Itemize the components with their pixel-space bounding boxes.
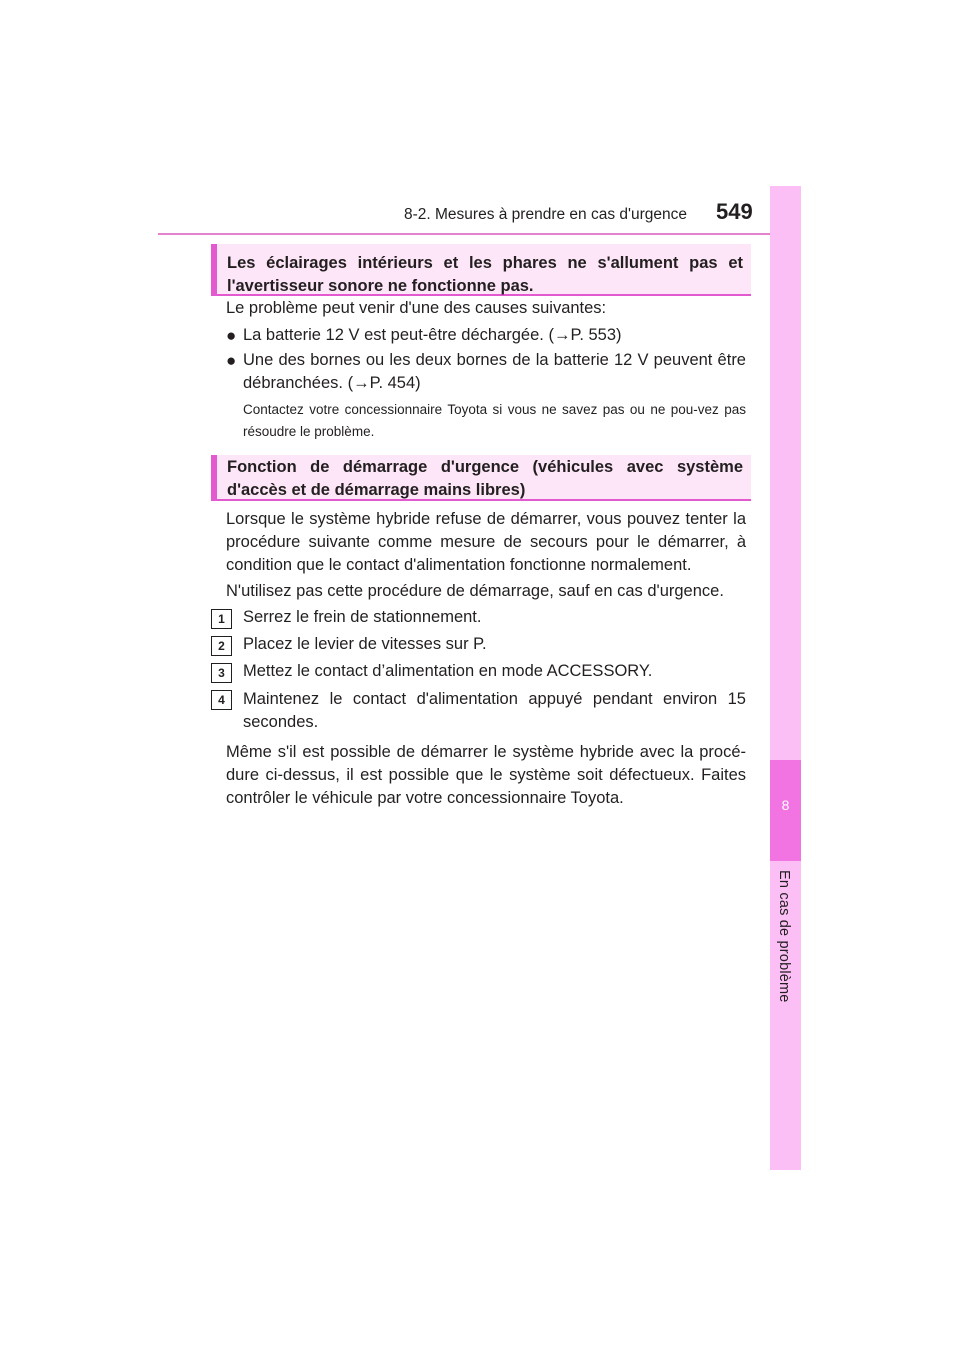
step-text: Placez le levier de vitesses sur P. — [243, 635, 487, 653]
bullet-text: Une des bornes ou les deux bornes de la batterie 12 V peuvent être débranchées. (→P. 454) — [243, 351, 746, 392]
step-number-badge: 2 — [211, 636, 232, 656]
bullet-icon: ● — [226, 351, 237, 370]
header-divider — [158, 233, 800, 235]
step-text: Serrez le frein de stationnement. — [243, 608, 482, 626]
section-heading-emergency-start: Fonction de démarrage d'urgence (véhicules avec système d'accès et de démarrage mains libres) — [211, 455, 751, 501]
step-number-badge: 1 — [211, 609, 232, 629]
section2-paragraph-3: Même s'il est possible de démarrer le système hybride avec la procé-dure ci-dessus, il est possible que le système soit défectueux. Faites contrôler le véhicule par votre concessionnaire Toyota. — [226, 743, 746, 807]
section2-paragraph-2: N'utilisez pas cette procédure de démarrage, sauf en cas d'urgence. — [226, 582, 724, 600]
running-header: 8-2. Mesures à prendre en cas d'urgence — [404, 206, 687, 223]
step-number-badge: 3 — [211, 663, 232, 683]
section-heading-lights: Les éclairages intérieurs et les phares ne s'allument pas et l'avertisseur sonore ne fonctionne pas. — [211, 244, 751, 296]
section1-note: Contactez votre concessionnaire Toyota si vous ne savez pas ou ne pou-vez pas résoudre le problème. — [243, 402, 746, 439]
bullet-text: La batterie 12 V est peut-être déchargée. (→P. 553) — [243, 326, 622, 344]
chapter-side-tab — [770, 186, 801, 1170]
step-number-badge: 4 — [211, 690, 232, 710]
chapter-number: 8 — [781, 797, 790, 813]
section2-paragraph-1: Lorsque le système hybride refuse de démarrer, vous pouvez tenter la procédure suivante comme mesure de secours pour le démarrer, à condition que le contact d'alimentation fonctionne normalement. — [226, 510, 746, 574]
bullet-icon: ● — [226, 326, 237, 345]
section1-intro: Le problème peut venir d'une des causes suivantes: — [226, 299, 607, 317]
step-text: Maintenez le contact d'alimentation appuyé pendant environ 15 secondes. — [243, 690, 746, 731]
page-number: 549 — [716, 199, 753, 224]
step-text: Mettez le contact d’alimentation en mode ACCESSORY. — [243, 662, 653, 680]
chapter-title: En cas de problème — [776, 870, 792, 1003]
